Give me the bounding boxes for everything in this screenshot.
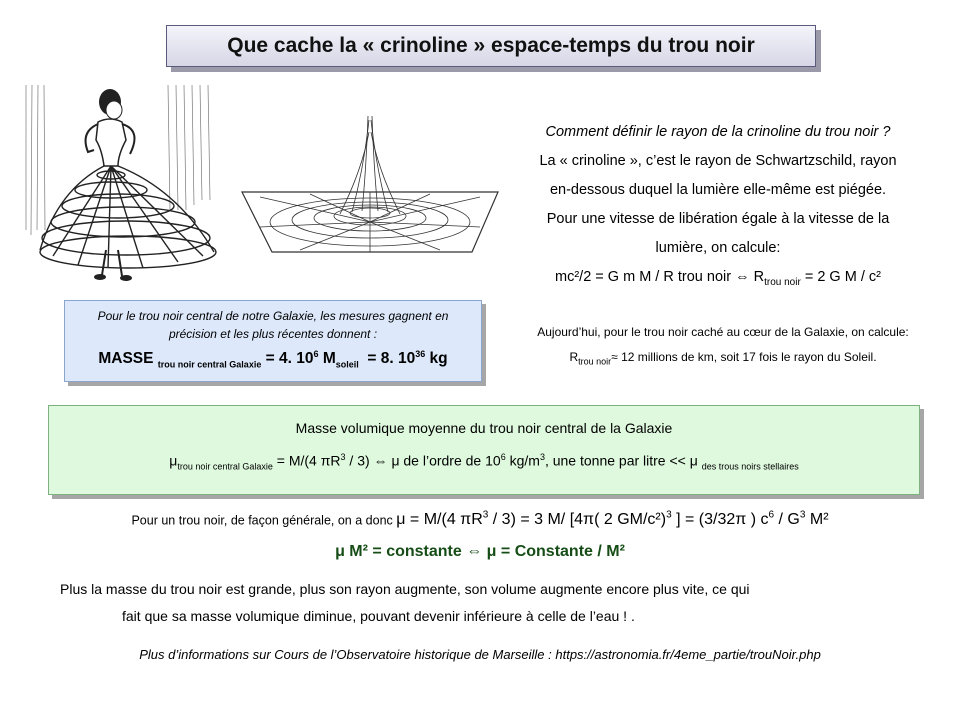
density-box	[48, 405, 920, 495]
general-density-formula: Pour un trou noir, de façon générale, on a donc μ = M/(4 $\pi R^3 / 3) = 3$ M/ [4π( 2 GM/c²)$^3$ ] = (3/32π ) $c^6 / G^3$ M²	[131, 510, 829, 529]
mass-equation: MASSE $_{trou noir central Galaxie}$ = 4. $10^6$ $M_{soleil} = 8$. $10^{36}$ kg	[98, 349, 448, 370]
text-line: fait que sa masse volumique diminue, pouvant devenir inférieure à celle de l’eau ! .	[122, 608, 635, 624]
text-line: Pour une vitesse de libération égale à la vitesse de la	[546, 211, 890, 227]
conclusion-paragraph	[60, 576, 920, 630]
schwarzschild-equation: mc²/2 = G m M / R trou noir ⇔ $R_{trou noir} = 2$ G M / c²	[555, 269, 881, 288]
page-title	[166, 25, 816, 67]
schwarzschild-explanation	[508, 118, 928, 297]
density-equation: $\mu_{trou noir central Galaxie} = M/(4$ $\pi R^3 / 3$) ⇔ μ de l’ordre de $10^6$ $kg/m^3$, une tonne par litre << μ $_{des trous noirs stellaires}$	[169, 452, 799, 472]
footer-source: Plus d’informations sur Cours de l’Observatoire historique de Marseille : https://astronomia.fr/4eme_partie/trouNoir.php	[139, 647, 821, 662]
constant-relation: μ M² = constante ⇔ μ = Constante / M²	[335, 543, 625, 560]
text-line: précision et les plus récentes donnent :	[168, 327, 378, 341]
current-radius-block	[508, 320, 938, 374]
text-line: Aujourd’hui, pour le trou noir caché au cœur de la Galaxie, on calcule:	[537, 325, 909, 339]
text-line: lumière, on calcule:	[655, 240, 781, 256]
spacetime-funnel-diagram	[240, 112, 500, 262]
double-arrow-icon: ⇔	[735, 269, 750, 285]
text-line: Plus la masse du trou noir est grande, plus son rayon augmente, son volume augmente encore plus vite, ce qui	[60, 581, 750, 597]
crinoline-illustration	[18, 80, 228, 285]
question-line: Comment définir le rayon de la crinoline du trou noir ?	[545, 124, 891, 140]
galaxy-mass-box	[64, 300, 482, 382]
density-heading: Masse volumique moyenne du trou noir central de la Galaxie	[295, 420, 673, 436]
text-line: Pour le trou noir central de notre Galaxie, les mesures gagnent en	[97, 309, 449, 323]
text-line: en-dessous duquel la lumière elle-même est piégée.	[549, 182, 887, 198]
text-line: La « crinoline », c’est le rayon de Schwartzschild, rayon	[539, 153, 897, 169]
double-arrow-icon: ⇔	[466, 543, 483, 560]
radius-line: $R_{trou noir}\approx 12$ millions de km, soit 17 fois le rayon du Soleil.	[569, 350, 877, 367]
title-text: Que cache la « crinoline » espace-temps du trou noir	[227, 34, 755, 57]
double-arrow-icon: ⇔	[373, 452, 388, 469]
